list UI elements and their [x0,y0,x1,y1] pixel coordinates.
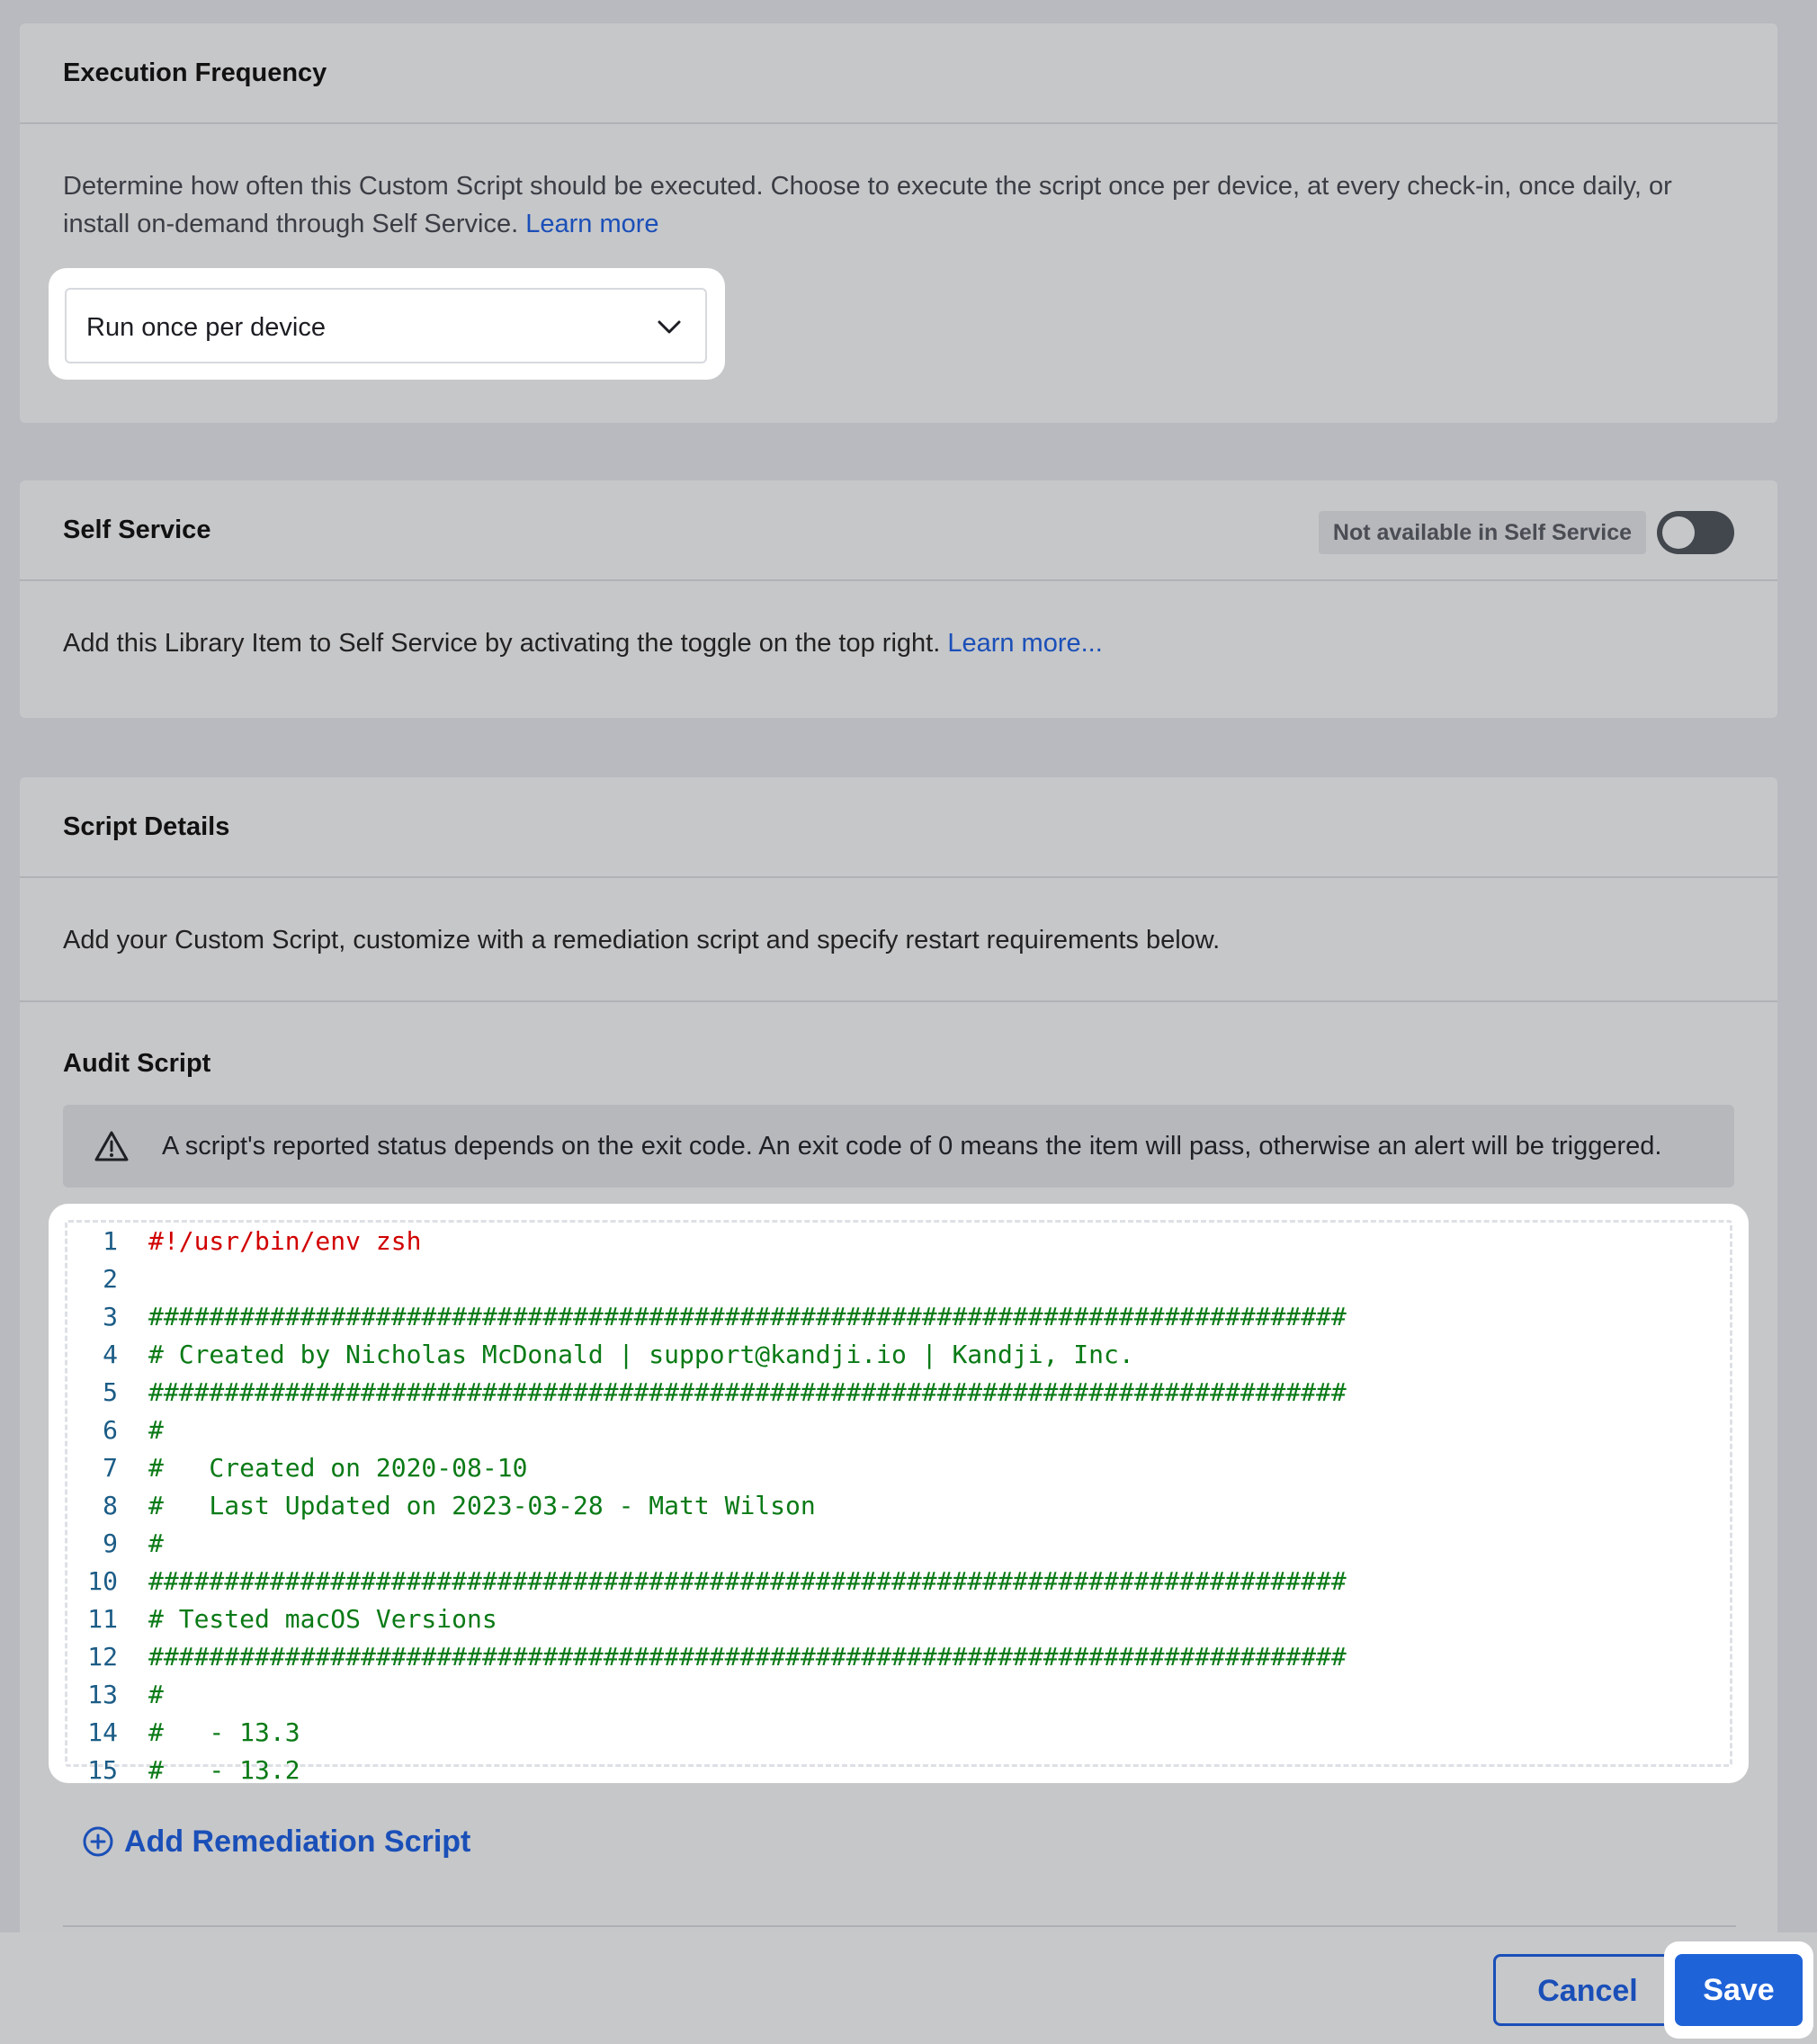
code-text: # [148,1529,164,1558]
code-line [67,1487,1730,1525]
code-line [67,1714,1730,1752]
select-value: Run once per device [86,313,326,342]
code-line [67,1525,1730,1563]
line-number: 6 [103,1415,118,1445]
section-divider [63,1925,1736,1927]
audit-script-title: Audit Script [63,1049,211,1078]
code-line [67,1638,1730,1676]
self-service-learn-more-link[interactable]: Learn more... [947,629,1103,658]
line-number: 8 [103,1491,118,1520]
add-remediation-script-label: Add Remediation Script [124,1824,471,1859]
line-number: 15 [87,1755,118,1785]
line-number: 9 [103,1529,118,1558]
execution-frequency-header [20,23,1777,124]
self-service-description-text: Add this Library Item to Self Service by activating the toggle on the top right. [63,629,941,658]
line-number: 7 [103,1453,118,1483]
line-number: 11 [87,1604,118,1634]
line-number: 3 [103,1302,118,1331]
plus-circle-icon [83,1826,113,1857]
execution-frequency-learn-more-link[interactable]: Learn more [525,210,659,238]
alert-text: A script's reported status depends on the exit code. An exit code of 0 means the item will pass, otherwise an alert will be triggered. [162,1132,1662,1161]
code-line [67,1412,1730,1449]
toggle-knob [1662,516,1695,549]
script-details-description: Add your Custom Script, customize with a remediation script and specify restart requirements below. [63,926,1221,955]
execution-frequency-select[interactable] [65,288,707,363]
self-service-header [20,480,1777,581]
code-text: # Created on 2020-08-10 [148,1453,528,1483]
chevron-down-icon [655,313,684,342]
warning-icon [94,1130,130,1162]
code-line [67,1600,1730,1638]
script-details-header [20,777,1777,878]
code-text: # Created by Nicholas McDonald | support@kandji.io | Kandji, Inc. [148,1340,1134,1369]
line-number: 5 [103,1377,118,1407]
code-line [67,1563,1730,1600]
code-line [67,1676,1730,1714]
code-line [67,1449,1730,1487]
script-details-title: Script Details [63,812,230,841]
code-text: # [148,1415,164,1445]
line-number: 12 [87,1642,118,1672]
line-number: 13 [87,1680,118,1709]
code-line [67,1260,1730,1298]
code-line [67,1374,1730,1412]
code-line [67,1336,1730,1374]
self-service-title: Self Service [63,515,211,544]
code-line [67,1752,1730,1789]
execution-frequency-title: Execution Frequency [63,58,327,87]
code-line [67,1223,1730,1260]
line-number: 14 [87,1717,118,1747]
line-number: 4 [103,1340,118,1369]
line-number: 1 [103,1226,118,1256]
code-text: ############################################################################### [148,1642,1347,1672]
code-text: # - 13.3 [148,1717,300,1747]
execution-frequency-description-text: Determine how often this Custom Script should be executed. Choose to execute the script once per device, at every check-in, once daily, or install on-demand through Self Service. [63,172,1672,238]
code-line [67,1298,1730,1336]
code-text: #!/usr/bin/env zsh [148,1226,422,1256]
exit-code-alert [63,1105,1734,1188]
audit-script-editor[interactable] [65,1220,1732,1785]
self-service-card [20,480,1777,718]
cancel-button[interactable]: Cancel [1493,1954,1682,2026]
self-service-toggle[interactable] [1657,511,1734,554]
line-number: 2 [103,1264,118,1294]
code-text: # Last Updated on 2023-03-28 - Matt Wilson [148,1491,816,1520]
script-details-divider [20,1000,1777,1002]
code-text: # Tested macOS Versions [148,1604,497,1634]
self-service-status-tag: Not available in Self Service [1319,511,1646,554]
code-text: # [148,1680,164,1709]
code-text: ############################################################################### [148,1377,1347,1407]
code-text: ############################################################################### [148,1302,1347,1331]
save-button[interactable]: Save [1675,1954,1803,2026]
code-text: ############################################################################### [148,1566,1347,1596]
audit-script-editor-highlight [49,1204,1749,1783]
self-service-description [63,624,1734,662]
code-text: # - 13.2 [148,1755,300,1785]
line-number: 10 [87,1566,118,1596]
execution-frequency-description [63,167,1734,243]
